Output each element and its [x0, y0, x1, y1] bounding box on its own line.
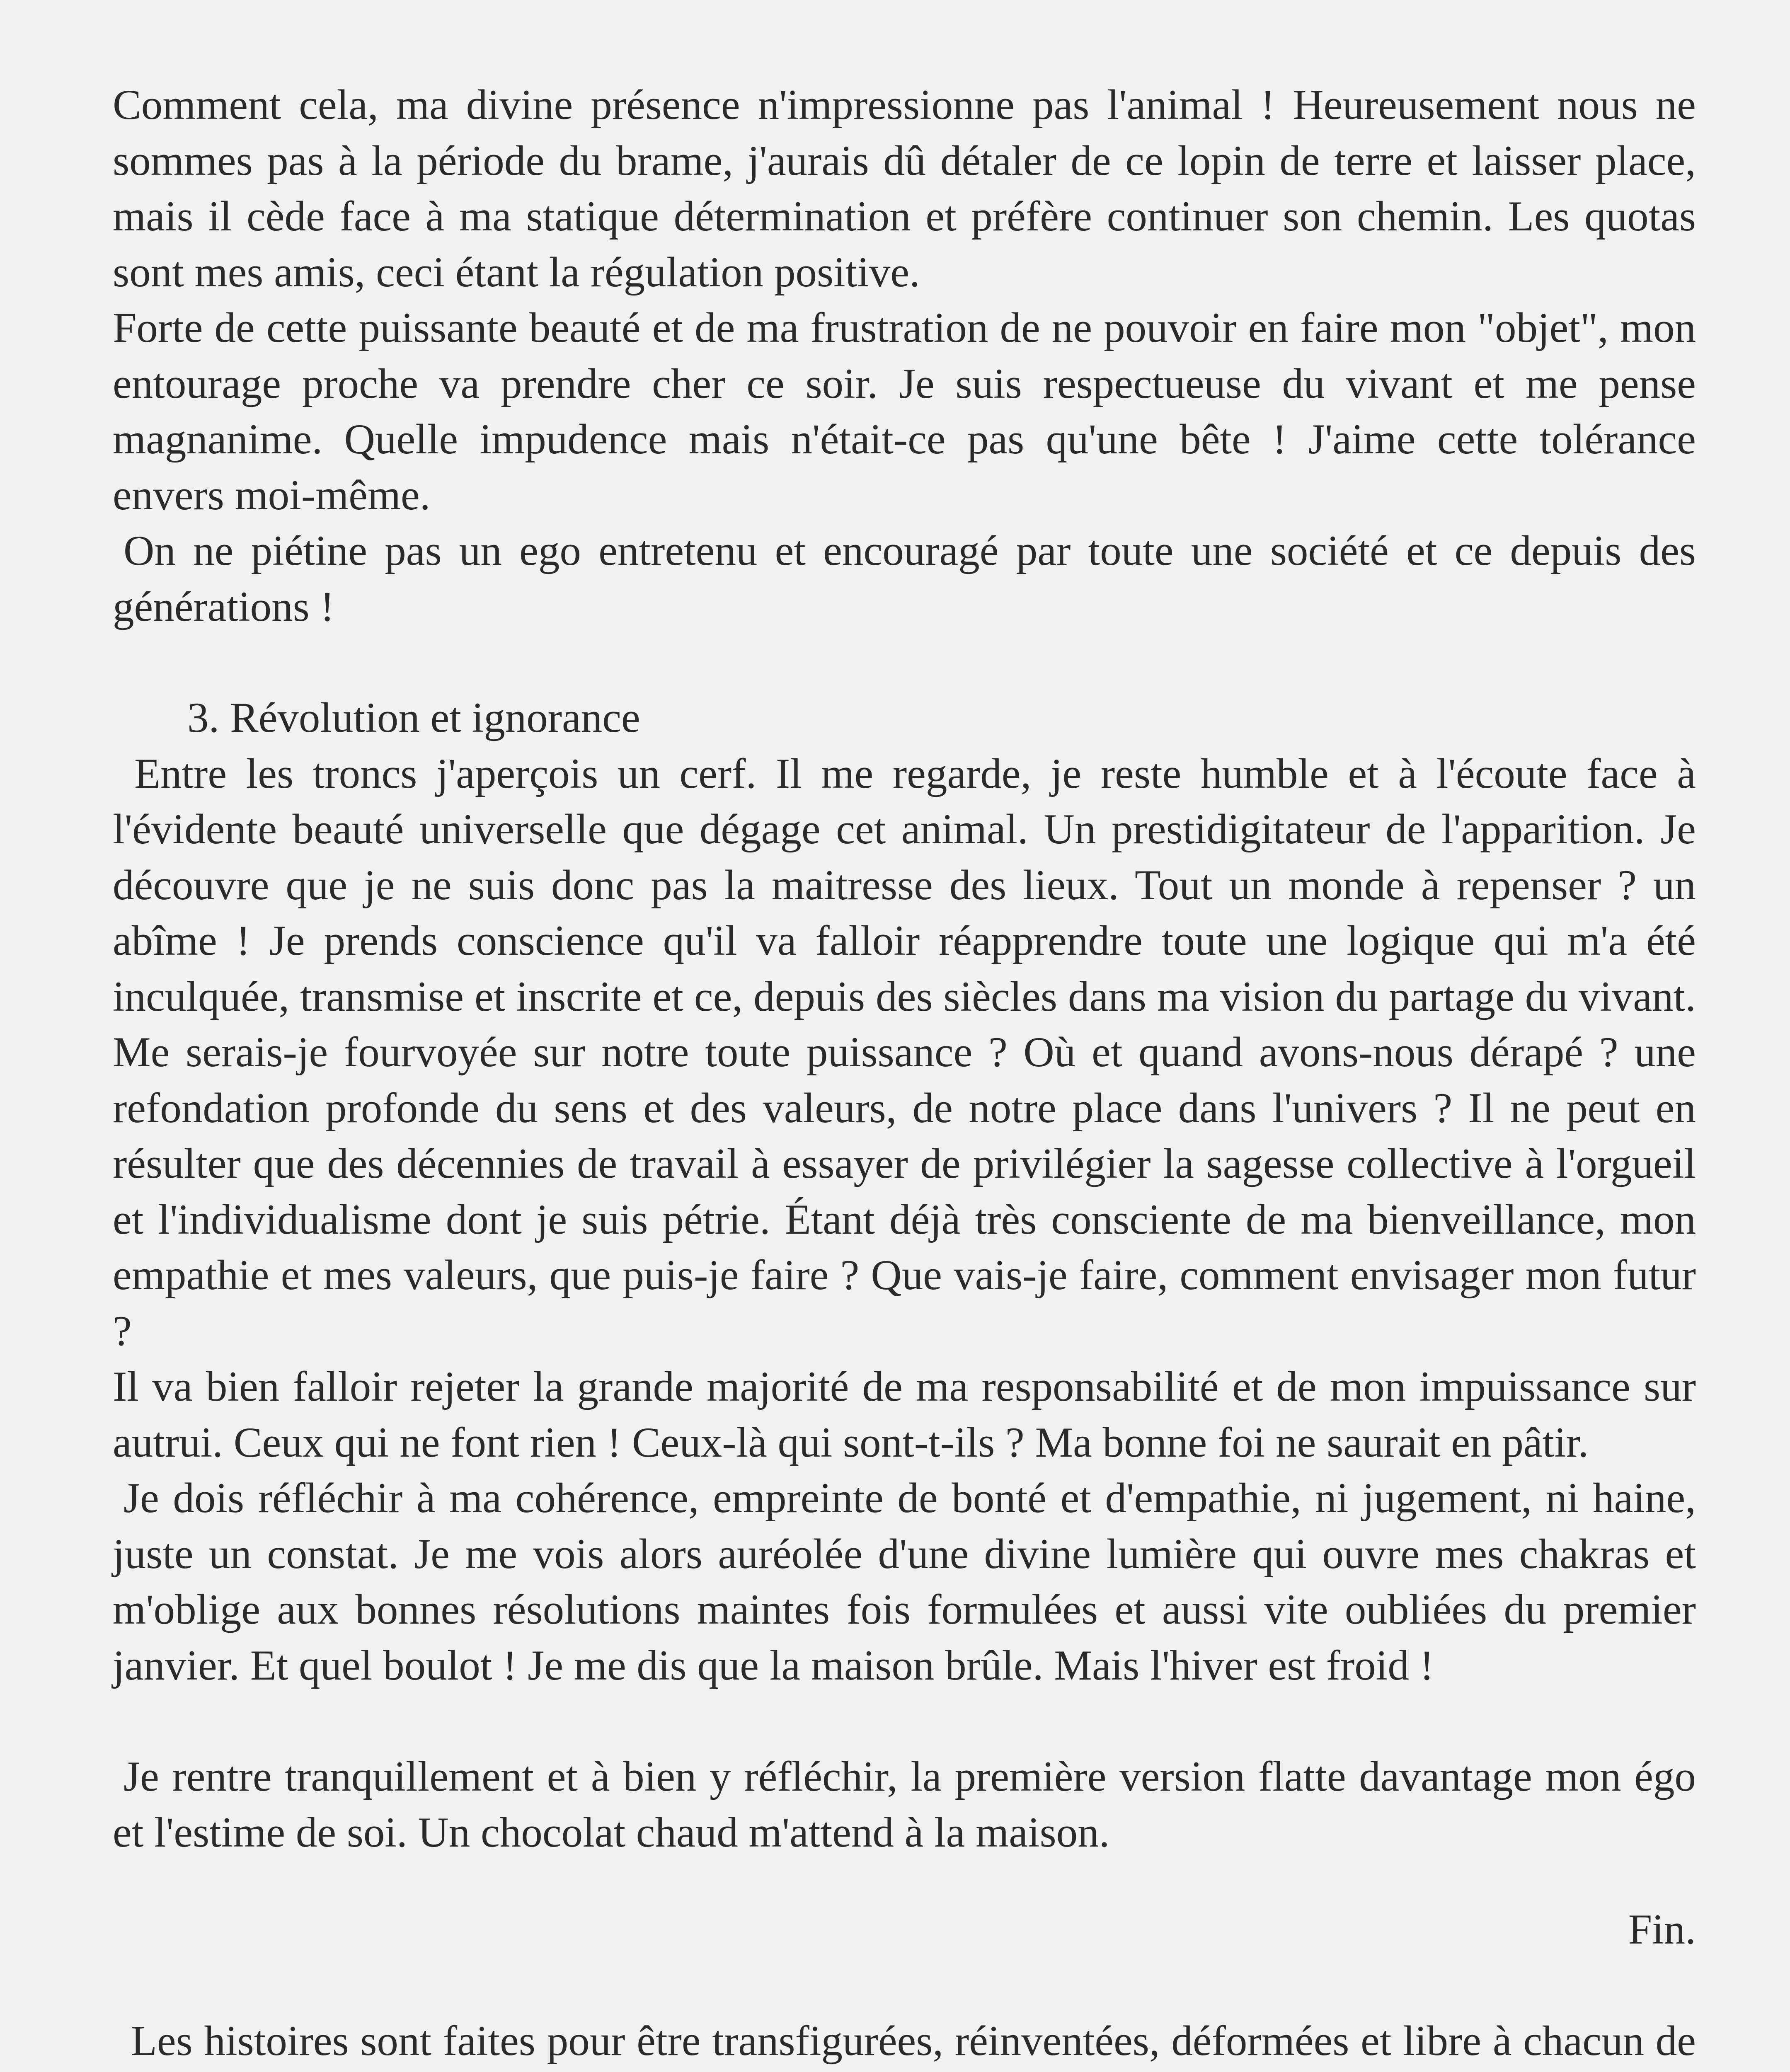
- spacer: [113, 634, 1696, 690]
- spacer: [113, 1860, 1696, 1902]
- paragraph-5: Il va bien falloir rejeter la grande majorité de ma responsabilité et de mon impuissance sur autrui. Ceux qui ne font rien ! Ceux-là qui sont-t-ils ? Ma bonne foi ne saurait en pâtir.: [113, 1363, 1696, 1466]
- end-marker: Fin.: [1628, 1906, 1696, 1953]
- document-body: [113, 77, 1696, 2072]
- paragraph-6: Je dois réfléchir à ma cohérence, empreinte de bonté et d'empathie, ni jugement, ni haine, juste un constat. Je me vois alors auréolée d'une divine lumière qui ouvre mes chakras et m'oblige aux bonnes résolutions maintes fois formulées et aussi vite oubliées du premier janvier. Et quel boulot ! Je me dis que la maison brûle. Mais l'hiver est froid !: [113, 1474, 1696, 1689]
- closing-note: Les histoires sont faites pour être transfigurées, réinventées, déformées et libre à chacun de: [131, 2017, 1696, 2065]
- paragraph-4: Entre les troncs j'aperçois un cerf. Il me regarde, je reste humble et à l'écoute face à l'évidente beauté universelle que dégage cet animal. Un prestidigitateur de l'apparition. Je découvre que je ne suis donc pas la maitresse des lieux. Tout un monde à repenser ? un abîme ! Je prends conscience qu'il va falloir réapprendre toute une logique qui m'a été inculquée, transmise et inscrite et ce, depuis des siècles dans ma vision du partage du vivant. Me serais-je fourvoyée sur notre toute puissance ? Où et quand avons-nous dérapé ? une refondation profonde du sens et des valeurs, de notre place dans l'univers ? Il ne peut en résulter que des décennies de travail à essayer de privilégier la sagesse collective à l'orgueil et l'individualisme dont je suis pétrie. Étant déjà très consciente de ma bienveillance, mon empathie et mes valeurs, que puis-je faire ? Que vais-je faire, comment envisager mon futur ?: [113, 750, 1696, 1355]
- paragraph-3: On ne piétine pas un ego entretenu et encouragé par toute une société et ce depuis des générations !: [113, 527, 1696, 630]
- spacer: [113, 1693, 1696, 1749]
- section-heading: 3. Révolution et ignorance: [187, 694, 640, 741]
- paragraph-1: Comment cela, ma divine présence n'impressionne pas l'animal ! Heureusement nous ne sommes pas à la période du brame, j'aurais dû détaler de ce lopin de terre et laisser place, mais il cède face à ma statique détermination et préfère continuer son chemin. Les quotas sont mes amis, ceci étant la régulation positive.: [113, 81, 1696, 296]
- paragraph-2: Forte de cette puissante beauté et de ma frustration de ne pouvoir en faire mon "objet", mon entourage proche va prendre cher ce soir. Je suis respectueuse du vivant et me pense magnanime. Quelle impudence mais n'était-ce pas qu'une bête ! J'aime cette tolérance envers moi-même.: [113, 304, 1696, 519]
- spacer: [113, 1958, 1696, 2013]
- paragraph-7: Je rentre tranquillement et à bien y réfléchir, la première version flatte davantage mon égo et l'estime de soi. Un chocolat chaud m'attend à la maison.: [113, 1753, 1696, 1856]
